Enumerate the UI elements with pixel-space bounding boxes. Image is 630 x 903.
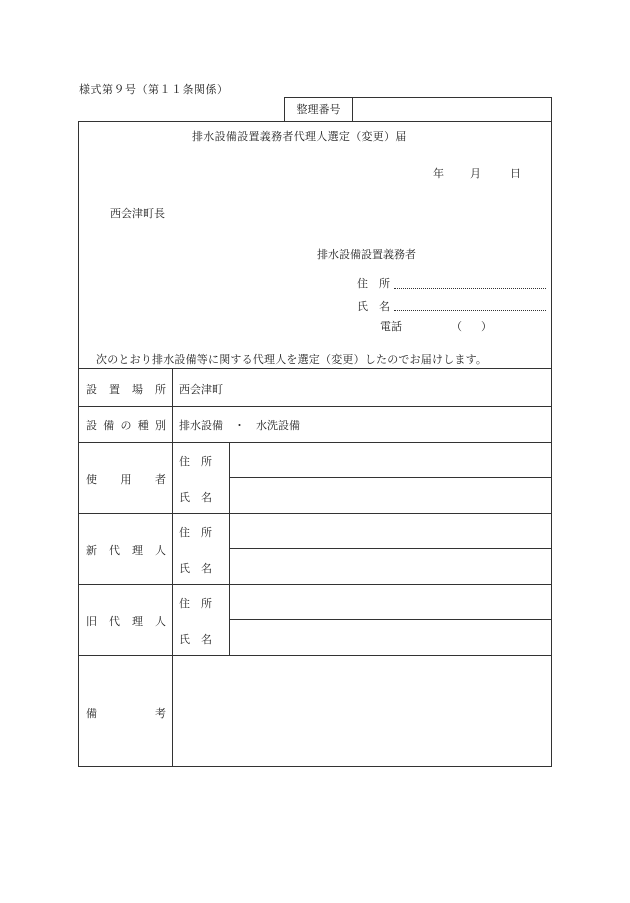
remarks-label: 備考	[86, 707, 166, 720]
new-agent-label: 新代理人	[86, 544, 166, 557]
reference-number-box	[284, 97, 552, 121]
addressee: 西会津町長	[110, 207, 165, 220]
equipment-type-value[interactable]: 排水設備 ・ 水洗設備	[179, 419, 300, 432]
remarks-field[interactable]	[179, 661, 545, 761]
details-table	[78, 368, 552, 767]
date-month-label: 月	[470, 167, 481, 180]
old-agent-name-label: 氏 名	[179, 633, 212, 646]
obligor-name-field[interactable]	[394, 310, 546, 311]
new-agent-address-field[interactable]	[235, 516, 545, 546]
user-name-field[interactable]	[235, 480, 545, 510]
date-year-label: 年	[433, 167, 444, 180]
reference-number-label: 整理番号	[285, 98, 353, 122]
location-label: 設置場所	[86, 383, 166, 396]
form-number: 様式第９号（第１１条関係）	[79, 83, 229, 96]
user-address-label: 住 所	[179, 455, 212, 468]
obligor-address-label: 住 所	[357, 277, 390, 290]
new-agent-address-label: 住 所	[179, 526, 212, 539]
old-agent-address-label: 住 所	[179, 597, 212, 610]
old-agent-label: 旧代理人	[86, 615, 166, 628]
obligor-phone-label: 電話	[380, 320, 402, 333]
equipment-type-label: 設備の種別	[86, 419, 166, 432]
obligor-name-label: 氏 名	[357, 300, 390, 313]
new-agent-name-label: 氏 名	[179, 562, 212, 575]
old-agent-name-field[interactable]	[235, 622, 545, 652]
phone-paren-open: （	[451, 320, 462, 333]
old-agent-address-field[interactable]	[235, 587, 545, 617]
obligor-title: 排水設備設置義務者	[317, 248, 416, 261]
user-name-label: 氏 名	[179, 491, 212, 504]
location-value[interactable]: 西会津町	[179, 383, 223, 396]
obligor-address-field[interactable]	[394, 288, 546, 289]
date-day-label: 日	[510, 167, 521, 180]
phone-paren-close: ）	[481, 320, 492, 333]
reference-number-field[interactable]	[353, 98, 551, 122]
user-address-field[interactable]	[235, 445, 545, 475]
new-agent-name-field[interactable]	[235, 551, 545, 581]
form-title: 排水設備設置義務者代理人選定（変更）届	[192, 130, 407, 143]
user-label: 使用者	[86, 473, 166, 486]
statement: 次のとおり排水設備等に関する代理人を選定（変更）したのでお届けします。	[96, 353, 488, 366]
